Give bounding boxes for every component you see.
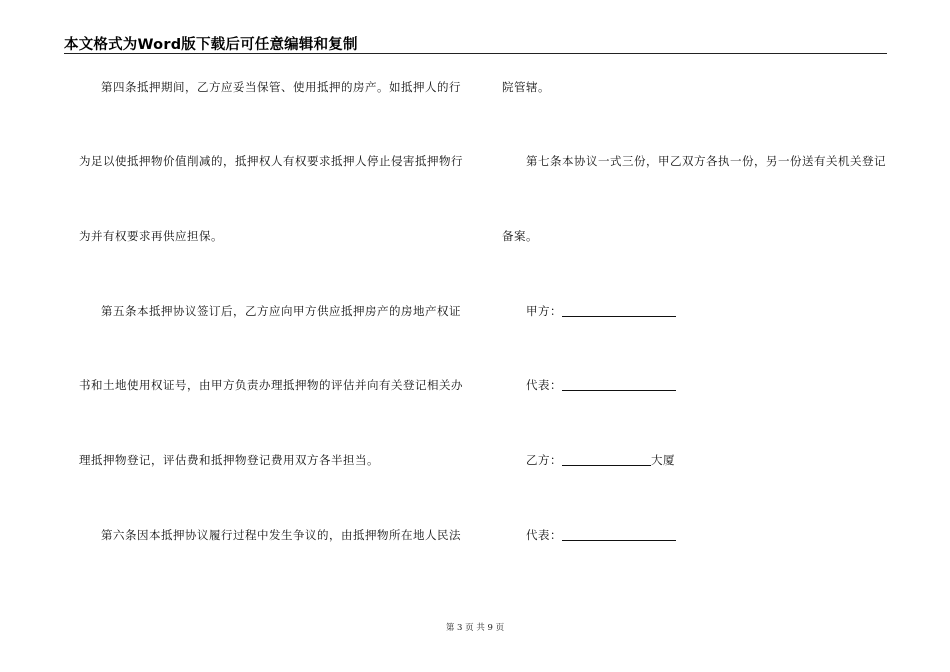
party-b-suffix: 大厦 bbox=[651, 453, 675, 467]
right-line-2: 第七条本协议一式三份，甲乙双方各执一份，另一份送有关机关登记 bbox=[526, 154, 886, 168]
party-a-label: 甲方： bbox=[526, 304, 562, 318]
left-line-1: 第四条抵押期间，乙方应妥当保管、使用抵押的房产。如抵押人的行 bbox=[101, 80, 461, 94]
header-rule bbox=[64, 53, 887, 54]
left-line-4: 第五条本抵押协议签订后，乙方应向甲方供应抵押房产的房地产权证 bbox=[101, 304, 461, 318]
signature-rep-1 bbox=[526, 378, 676, 392]
right-line-3: 备案。 bbox=[502, 229, 538, 243]
signature-party-b bbox=[526, 453, 675, 467]
rep-1-signature-line bbox=[562, 378, 676, 391]
rep-2-label: 代表： bbox=[526, 528, 562, 542]
signature-rep-2 bbox=[526, 528, 676, 542]
left-line-3: 为并有权要求再供应担保。 bbox=[79, 229, 223, 243]
header-title: 本文格式为Word版下载后可任意编辑和复制 bbox=[64, 37, 358, 53]
party-b-label: 乙方： bbox=[526, 453, 562, 467]
left-line-7: 第六条因本抵押协议履行过程中发生争议的，由抵押物所在地人民法 bbox=[101, 528, 461, 542]
rep-2-signature-line bbox=[562, 528, 676, 541]
party-b-signature-line bbox=[562, 453, 651, 466]
left-line-5: 书和土地使用权证号，由甲方负责办理抵押物的评估并向有关登记相关办 bbox=[79, 378, 463, 392]
party-a-signature-line bbox=[562, 304, 676, 317]
rep-1-label: 代表： bbox=[526, 378, 562, 392]
right-line-1: 院管辖。 bbox=[502, 80, 550, 94]
page-number: 第 3 页 共 9 页 bbox=[445, 623, 505, 633]
left-line-6: 理抵押物登记，评估费和抵押物登记费用双方各半担当。 bbox=[79, 453, 379, 467]
left-line-2: 为足以使抵押物价值削减的，抵押权人有权要求抵押人停止侵害抵押物行 bbox=[79, 154, 463, 168]
signature-party-a bbox=[526, 304, 676, 318]
